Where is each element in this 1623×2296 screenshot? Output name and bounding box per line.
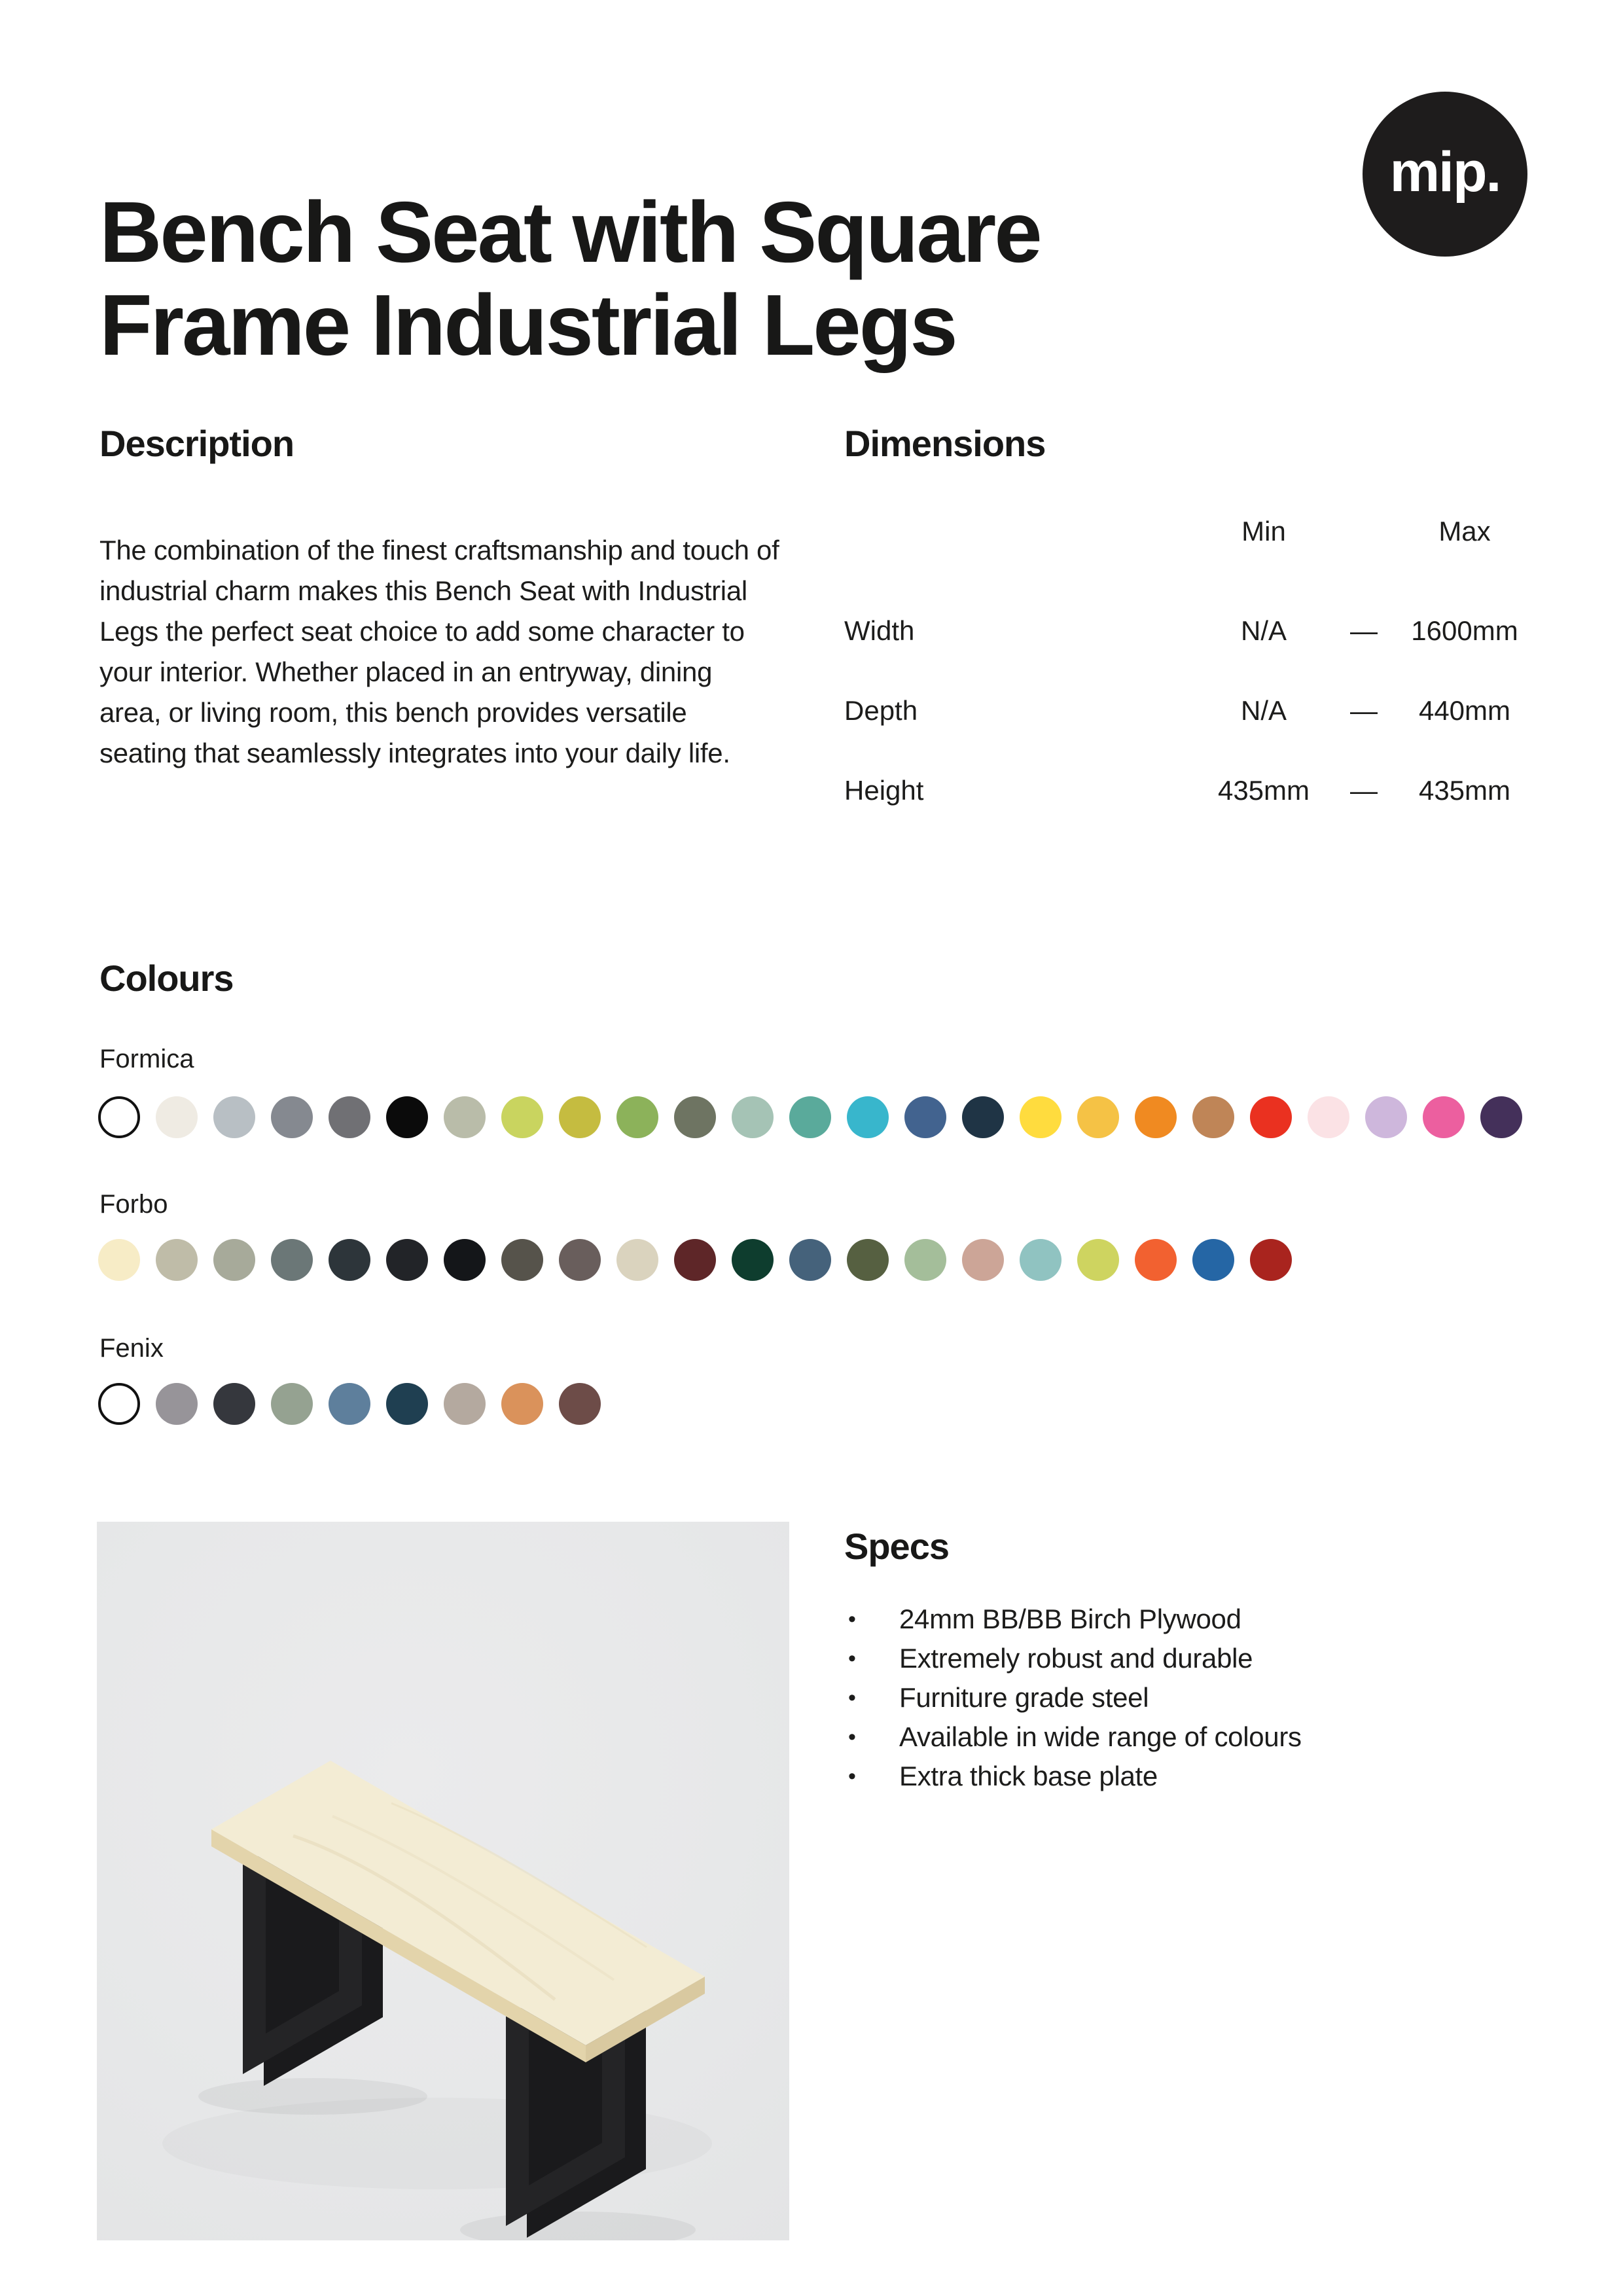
description-text: The combination of the finest craftsmanship and touch of industrial charm makes this Bench Seat with Industrial Legs the perfect seat choice to add some character to your interior. Whether placed in an entryway, dining area, or living room, this bench provides versatile seating that seamlessly integrates into your daily life. <box>99 535 779 768</box>
bullet-icon: • <box>848 1646 856 1671</box>
colour-swatch-formica <box>904 1096 946 1138</box>
description-heading: Description <box>99 423 294 464</box>
colour-swatch-forbo <box>213 1239 255 1281</box>
colour-swatch-formica <box>98 1096 140 1138</box>
dimension-max-value: 440mm <box>1418 695 1511 726</box>
colour-swatch-fenix <box>329 1383 370 1425</box>
spec-item-text: Available in wide range of colours <box>899 1721 1302 1752</box>
dimension-max-value: 435mm <box>1418 775 1511 806</box>
dimension-min-value: N/A <box>1240 615 1287 646</box>
colour-swatch-formica <box>559 1096 601 1138</box>
colour-swatch-formica <box>616 1096 658 1138</box>
colour-swatch-formica <box>1192 1096 1234 1138</box>
spec-item <box>844 1757 1531 1796</box>
colour-swatch-forbo <box>1077 1239 1119 1281</box>
colour-swatch-formica <box>1480 1096 1522 1138</box>
colour-swatch-formica <box>213 1096 255 1138</box>
product-render-image <box>97 1522 789 2240</box>
colour-swatch-forbo <box>1250 1239 1292 1281</box>
page-title: Bench Seat with Square Frame Industrial Legs <box>99 184 1041 373</box>
colour-swatch-forbo <box>386 1239 428 1281</box>
spec-item-text: 24mm BB/BB Birch Plywood <box>899 1604 1241 1634</box>
colour-swatch-forbo <box>1020 1239 1061 1281</box>
colour-swatch-fenix <box>98 1383 140 1425</box>
bullet-icon: • <box>848 1685 856 1710</box>
colour-swatch-forbo <box>98 1239 140 1281</box>
swatch-row-fenix <box>98 1383 601 1425</box>
spec-item <box>844 1600 1531 1639</box>
colour-swatch-formica <box>1135 1096 1177 1138</box>
colour-swatch-formica <box>789 1096 831 1138</box>
colour-swatch-fenix <box>444 1383 486 1425</box>
colour-swatch-forbo <box>789 1239 831 1281</box>
dimension-label: Width <box>844 615 915 646</box>
colour-swatch-formica <box>1020 1096 1061 1138</box>
colour-swatch-fenix <box>501 1383 543 1425</box>
dimension-max-value: 1600mm <box>1411 615 1518 646</box>
colour-swatch-forbo <box>847 1239 889 1281</box>
spec-item-text: Extra thick base plate <box>899 1761 1158 1791</box>
colour-swatch-formica <box>386 1096 428 1138</box>
colour-swatch-forbo <box>732 1239 774 1281</box>
dimension-separator: — <box>1350 775 1378 806</box>
bullet-icon: • <box>848 1607 856 1632</box>
colour-swatch-forbo <box>271 1239 313 1281</box>
colour-swatch-formica <box>1308 1096 1349 1138</box>
dimensions-heading: Dimensions <box>844 423 1046 464</box>
colour-swatch-formica <box>732 1096 774 1138</box>
colour-swatch-forbo <box>674 1239 716 1281</box>
brand-logo <box>1363 92 1527 257</box>
colour-swatch-forbo <box>904 1239 946 1281</box>
colour-swatch-formica <box>329 1096 370 1138</box>
dimensions-col-min: Min <box>1241 516 1286 547</box>
specs-heading: Specs <box>844 1526 949 1567</box>
dimension-separator: — <box>1350 695 1378 726</box>
colour-swatch-forbo <box>1135 1239 1177 1281</box>
colour-swatch-formica <box>501 1096 543 1138</box>
colour-swatch-forbo <box>329 1239 370 1281</box>
colour-swatch-formica <box>962 1096 1004 1138</box>
colour-swatch-forbo <box>501 1239 543 1281</box>
swatch-row-forbo <box>98 1239 1292 1281</box>
colour-swatch-fenix <box>213 1383 255 1425</box>
colour-swatch-fenix <box>559 1383 601 1425</box>
dimension-min-value: N/A <box>1240 695 1287 726</box>
colour-swatch-forbo <box>962 1239 1004 1281</box>
colour-swatch-forbo <box>156 1239 198 1281</box>
colour-swatch-formica <box>847 1096 889 1138</box>
spec-item-text: Furniture grade steel <box>899 1682 1149 1713</box>
colour-swatch-fenix <box>386 1383 428 1425</box>
colour-swatch-formica <box>444 1096 486 1138</box>
dimension-row-width <box>844 615 1558 652</box>
colour-swatch-forbo <box>444 1239 486 1281</box>
colours-heading: Colours <box>99 958 234 999</box>
spec-item <box>844 1678 1531 1717</box>
dimension-row-depth <box>844 695 1558 732</box>
colour-swatch-formica <box>1423 1096 1465 1138</box>
dimensions-table <box>844 419 1558 825</box>
colour-swatch-forbo <box>559 1239 601 1281</box>
swatch-group-label-forbo: Forbo <box>99 1190 168 1219</box>
spec-item-text: Extremely robust and durable <box>899 1643 1253 1674</box>
dimension-label: Depth <box>844 695 918 726</box>
bench-render-illustration <box>97 1522 789 2240</box>
bullet-icon: • <box>848 1725 856 1749</box>
colour-swatch-formica <box>1365 1096 1407 1138</box>
colour-swatch-forbo <box>1192 1239 1234 1281</box>
dimension-separator: — <box>1350 615 1378 646</box>
spec-item <box>844 1639 1531 1678</box>
colour-swatch-formica <box>156 1096 198 1138</box>
colour-swatch-formica <box>271 1096 313 1138</box>
colour-swatch-forbo <box>616 1239 658 1281</box>
colour-swatch-formica <box>1250 1096 1292 1138</box>
bullet-icon: • <box>848 1764 856 1789</box>
colour-swatch-formica <box>1077 1096 1119 1138</box>
specs-list <box>844 1600 1531 1796</box>
colour-swatch-fenix <box>156 1383 198 1425</box>
dimension-min-value: 435mm <box>1217 775 1310 806</box>
colour-swatch-formica <box>674 1096 716 1138</box>
dimension-label: Height <box>844 775 924 806</box>
colour-swatch-fenix <box>271 1383 313 1425</box>
brand-logo-text: mip. <box>1389 140 1501 204</box>
swatch-group-label-formica: Formica <box>99 1045 194 1073</box>
dimensions-header-row <box>844 516 1558 552</box>
swatch-row-formica <box>98 1096 1522 1138</box>
swatch-group-label-fenix: Fenix <box>99 1334 164 1363</box>
spec-item <box>844 1717 1531 1757</box>
dimension-row-height <box>844 775 1558 812</box>
dimensions-col-max: Max <box>1438 516 1491 547</box>
